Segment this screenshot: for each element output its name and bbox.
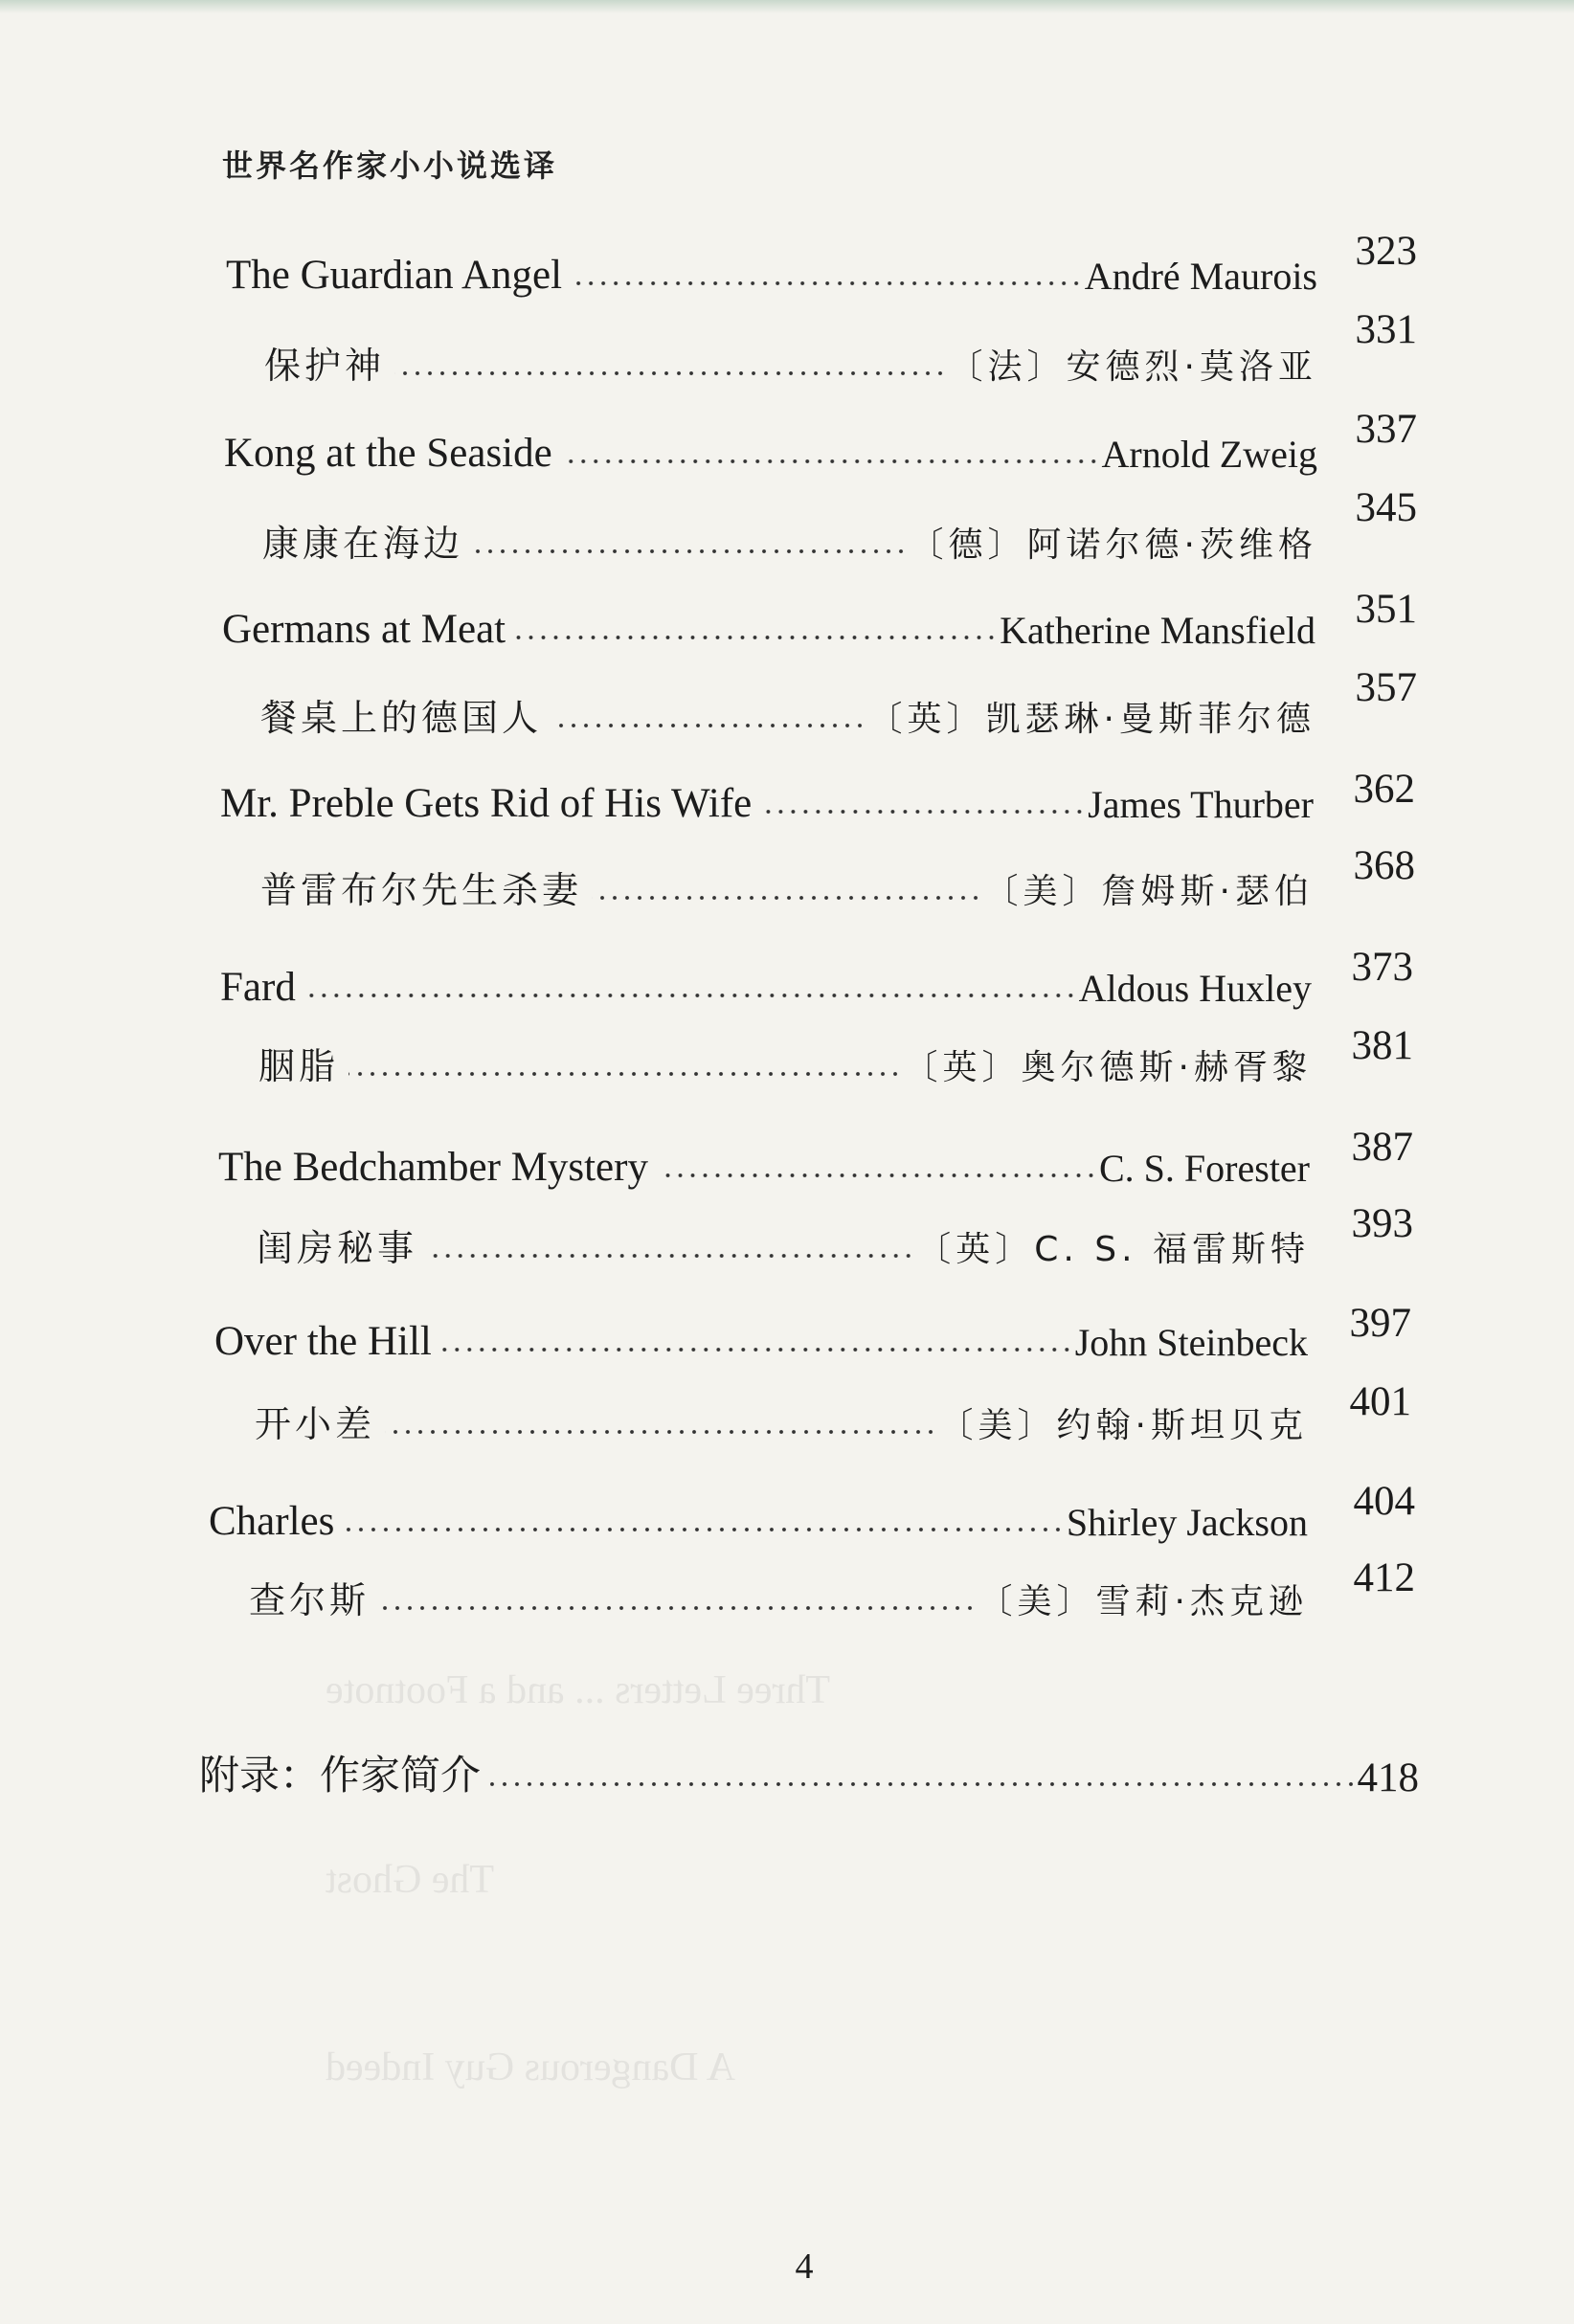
dot-leader bbox=[562, 457, 1100, 466]
story-title-zh: 开小差 bbox=[255, 1403, 376, 1445]
dot-leader bbox=[592, 893, 982, 903]
toc-entry-english[interactable] bbox=[222, 599, 1315, 653]
story-author: André Maurois bbox=[1084, 255, 1317, 298]
dot-leader bbox=[427, 1251, 914, 1261]
dot-leader bbox=[394, 369, 947, 378]
dot-leader bbox=[349, 1069, 902, 1079]
page-number: 412 bbox=[1353, 1555, 1415, 1600]
story-author-zh: 〔美〕约翰·斯坦贝克 bbox=[938, 1406, 1308, 1445]
page-number: 362 bbox=[1353, 767, 1415, 812]
story-author: C. S. Forester bbox=[1099, 1147, 1310, 1190]
dot-leader bbox=[490, 1779, 1357, 1789]
story-title: Over the Hill bbox=[214, 1319, 432, 1364]
story-title-zh: 保护神 bbox=[264, 345, 386, 387]
page-number: 397 bbox=[1349, 1301, 1411, 1346]
page-number: 387 bbox=[1351, 1125, 1413, 1170]
story-author-zh: 〔英〕凯瑟琳·曼斯菲尔德 bbox=[867, 700, 1315, 739]
story-author-zh: 〔英〕C. S. 福雷斯特 bbox=[916, 1230, 1310, 1269]
folio-page-number: 4 bbox=[795, 2246, 814, 2287]
toc-entry-english[interactable] bbox=[224, 423, 1317, 477]
story-title: The Bedchamber Mystery bbox=[218, 1145, 648, 1190]
page-number: 323 bbox=[1355, 229, 1417, 274]
dot-leader bbox=[379, 1603, 977, 1613]
page-number: 393 bbox=[1351, 1201, 1413, 1246]
dot-leader bbox=[305, 991, 1077, 1000]
story-title-zh: 康康在海边 bbox=[262, 523, 464, 565]
dot-leader bbox=[551, 721, 866, 730]
toc-entry-chinese[interactable] bbox=[257, 1218, 1310, 1271]
page-number: 351 bbox=[1355, 587, 1417, 632]
story-author-zh: 〔德〕阿诺尔德·茨维格 bbox=[909, 525, 1317, 565]
story-author: Katherine Mansfield bbox=[1000, 609, 1315, 652]
dot-leader bbox=[572, 279, 1083, 288]
story-author: Arnold Zweig bbox=[1101, 433, 1317, 476]
toc-entry-english[interactable] bbox=[214, 1311, 1308, 1365]
dot-leader bbox=[385, 1427, 937, 1437]
story-title: The Guardian Angel bbox=[226, 253, 563, 298]
toc-entry-english[interactable] bbox=[218, 1137, 1310, 1191]
story-title-zh: 餐桌上的德国人 bbox=[260, 697, 543, 739]
toc-entry-english[interactable] bbox=[220, 957, 1312, 1011]
story-author-zh: 〔英〕奥尔德斯·赫胥黎 bbox=[903, 1048, 1312, 1087]
page-number: 381 bbox=[1351, 1023, 1413, 1068]
dot-leader bbox=[473, 547, 908, 556]
dot-leader bbox=[761, 807, 1086, 816]
page-number: 331 bbox=[1355, 307, 1417, 352]
story-title-zh: 闺房秘事 bbox=[257, 1227, 418, 1269]
toc-entry-chinese[interactable] bbox=[260, 687, 1315, 741]
story-title: Germans at Meat bbox=[222, 607, 506, 652]
story-author: John Steinbeck bbox=[1074, 1321, 1308, 1364]
show-through-text: The Ghost bbox=[326, 1858, 495, 1902]
story-author: Shirley Jackson bbox=[1066, 1501, 1308, 1544]
page-number: 404 bbox=[1353, 1479, 1415, 1524]
toc-entry-chinese[interactable] bbox=[262, 513, 1317, 567]
page-number: 418 bbox=[1357, 1755, 1419, 1800]
page-number: 368 bbox=[1353, 843, 1415, 888]
appendix-title: 附录：作家简介 bbox=[199, 1752, 482, 1799]
story-author: James Thurber bbox=[1088, 783, 1314, 826]
show-through-text: Three Letters ... and a Footnote bbox=[326, 1668, 831, 1712]
page-number: 345 bbox=[1355, 485, 1417, 530]
toc-entry-english[interactable] bbox=[226, 245, 1317, 299]
page-number: 337 bbox=[1355, 407, 1417, 452]
toc-entry-english[interactable] bbox=[209, 1491, 1308, 1545]
toc-entry-chinese[interactable] bbox=[260, 860, 1314, 913]
show-through-text: A Dangerous Guy Indeed bbox=[326, 2045, 736, 2089]
dot-leader bbox=[344, 1525, 1064, 1534]
page-number: 373 bbox=[1351, 945, 1413, 990]
story-title-zh: 普雷布尔先生杀妻 bbox=[260, 869, 583, 911]
toc-entry-chinese[interactable] bbox=[255, 1394, 1308, 1447]
story-title: Charles bbox=[209, 1499, 335, 1544]
story-title-zh: 查尔斯 bbox=[249, 1579, 371, 1621]
story-title: Fard bbox=[220, 965, 296, 1010]
story-author-zh: 〔美〕詹姆斯·瑟伯 bbox=[983, 872, 1314, 911]
story-author-zh: 〔法〕安德烈·莫洛亚 bbox=[948, 347, 1317, 387]
story-title: Kong at the Seaside bbox=[224, 431, 552, 476]
toc-entry-chinese[interactable] bbox=[249, 1570, 1308, 1623]
story-title-zh: 胭脂 bbox=[259, 1045, 340, 1087]
dot-leader bbox=[441, 1345, 1073, 1354]
page-number: 401 bbox=[1349, 1379, 1411, 1424]
story-title: Mr. Preble Gets Rid of His Wife bbox=[220, 781, 753, 826]
dot-leader bbox=[658, 1171, 1097, 1180]
dot-leader bbox=[515, 633, 998, 642]
toc-entry-appendix[interactable] bbox=[199, 1742, 1419, 1801]
story-author-zh: 〔美〕雪莉·杰克逊 bbox=[978, 1582, 1308, 1621]
running-head: 世界名作家小小说选译 bbox=[222, 147, 558, 184]
story-author: Aldous Huxley bbox=[1078, 967, 1312, 1010]
toc-entry-english[interactable] bbox=[220, 773, 1314, 827]
page-number: 357 bbox=[1355, 665, 1417, 710]
toc-entry-chinese[interactable] bbox=[264, 335, 1317, 389]
toc-entry-chinese[interactable] bbox=[259, 1036, 1312, 1089]
